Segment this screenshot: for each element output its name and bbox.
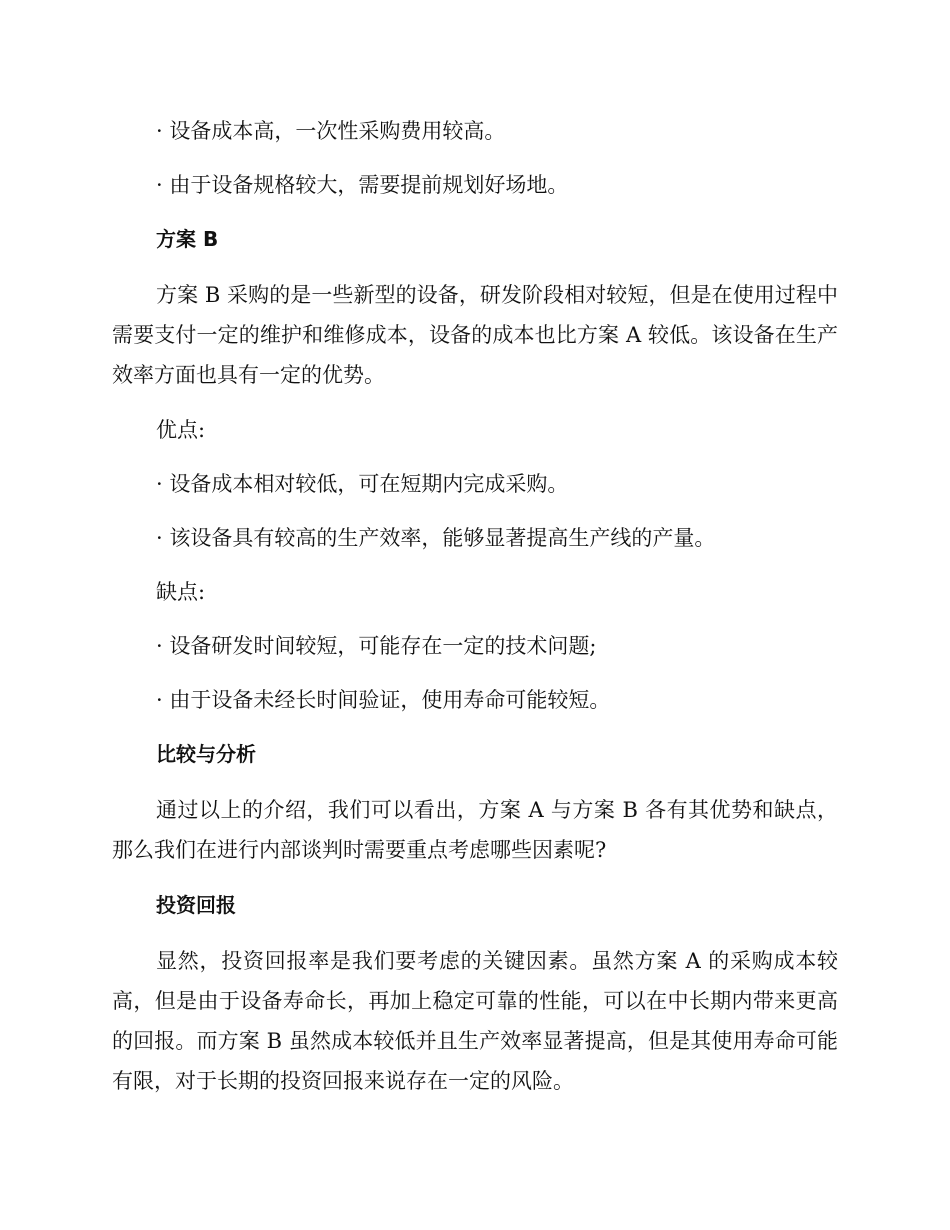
heading-plan-b: 方案 B xyxy=(156,227,219,251)
bullet-b-cons-1: · 设备研发时间较短，可能存在一定的技术问题; xyxy=(156,634,597,658)
bullet-b-pros-1: · 设备成本相对较低，可在短期内完成采购。 xyxy=(156,472,569,496)
pros-label: 优点: xyxy=(156,418,206,442)
heading-comparison: 比较与分析 xyxy=(156,742,256,766)
paragraph-plan-b: 方案 B 采购的是一些新型的设备，研发阶段相对较短，但是在使用过程中需要支付一定的维护和维修成本，设备的成本也比方案 A 较低。该设备在生产效率方面也具有一定的优势。 xyxy=(112,283,838,387)
bullet-b-pros-2: · 该设备具有较高的生产效率，能够显著提高生产线的产量。 xyxy=(156,526,716,550)
bullet-b-cons-2: · 由于设备未经长时间验证，使用寿命可能较短。 xyxy=(156,688,611,712)
heading-roi: 投资回报 xyxy=(156,893,236,917)
cons-label: 缺点: xyxy=(156,580,206,604)
paragraph-comparison: 通过以上的介绍，我们可以看出，方案 A 与方案 B 各有其优势和缺点，那么我们在进行内部谈判时需要重点考虑哪些因素呢? xyxy=(112,798,838,862)
bullet-a-cons-2: · 由于设备规格较大，需要提前规划好场地。 xyxy=(156,173,569,197)
paragraph-roi: 显然，投资回报率是我们要考虑的关键因素。虽然方案 A 的采购成本较高，但是由于设备寿命长，再加上稳定可靠的性能，可以在中长期内带来更高的回报。而方案 B 虽然成本较低并且生产效率显著提高，但是其使用寿命可能有限，对于长期的投资回报来说存在一定的风险。 xyxy=(112,949,838,1093)
document-page xyxy=(112,112,838,1101)
bullet-a-cons-1: · 设备成本高，一次性采购费用较高。 xyxy=(156,119,506,143)
